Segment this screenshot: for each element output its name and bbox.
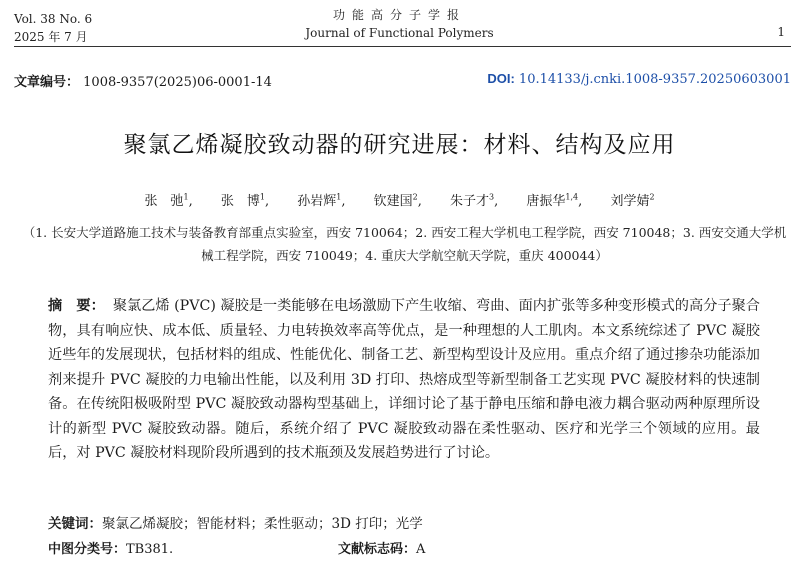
page-number: 1 [777,25,785,39]
classification-label: 中图分类号： [48,542,127,557]
paper-title: 聚氯乙烯凝胶致动器的研究进展：材料、结构及应用 [123,132,676,158]
author: 张 弛$^1$, [144,192,193,209]
author-affiliation-mark: 2 [649,192,655,202]
author: 朱子才$^3$, [450,192,499,209]
document-code [338,538,425,557]
author: 刘学婧$^2$ [610,192,655,209]
document-code-value: A [416,542,426,557]
keywords-text: 聚氯乙烯凝胶；智能材料；柔性驱动；3D 打印；光学 [102,516,423,532]
author: 孙岩辉$^1$, [297,192,346,209]
journal-name-cn: 功能高分子学报 [332,8,466,22]
abstract-label: 摘 要： [48,298,105,314]
volume-number: Vol. 38 No. 6 [14,12,93,26]
author-affiliation-mark: 2 [412,192,418,202]
document-code-label: 文献标志码： [338,542,417,557]
author-affiliation-mark: 3 [489,192,495,202]
journal-name-en: Journal of Functional Polymers [305,26,494,40]
abstract [48,294,760,466]
author-affiliation-mark: 1,4 [565,192,579,202]
article-meta [14,71,791,90]
doi-label: DOI: [487,71,515,86]
author: 唐振华$^{1,4}$, [526,192,583,209]
author-affiliation-mark: 1 [183,192,189,202]
article-number-label: 文章编号： [14,75,80,90]
affiliations: （1. 长安大学道路施工技术与装备教育部重点实验室，西安 710064；2. 西安工程大学机电工程学院，西安 710048；3. 西安交通大学机械工程学院，西安 710049；4. 重庆大学航空航天学院，重庆 400044） [22,225,787,263]
header-divider [14,46,791,47]
author-affiliation-mark: 1 [259,192,265,202]
doi [487,71,791,87]
author-list [0,190,799,209]
author: 钦建国$^2$, [373,192,422,209]
abstract-text: 聚氯乙烯 (PVC) 凝胶是一类能够在电场激励下产生收缩、弯曲、面内扩张等多种变形模式的高分子聚合物，具有响应快、成本低、质量轻、力电转换效率高等优点，是一种理想的人工肌肉。本文系统综述了 PVC 凝胶近些年的发展现状，包括材料的组成、性能优化、制备工艺、新型构型设计及应用。重点介绍了通过掺杂功能添加剂来提升 PVC 凝胶的力电输出性能，以及利用 3D 打印、热熔成型等新型制备工艺实现 PVC 凝胶材料的快速制备。在传统阳极吸附型 PVC 凝胶致动器构型基础上，详细讨论了基于静电压缩和静电液力耦合驱动两种原理所设计的新型 PVC 凝胶致动器。随后，系统介绍了 PVC 凝胶致动器在柔性驱动、医疗和光学三个领域的应用。最后，对 PVC 凝胶材料现阶段所遇到的技术瓶颈及发展趋势进行了讨论。 [48,298,760,461]
article-number: 1008-9357(2025)06-0001-14 [83,75,272,90]
journal-name [0,6,799,42]
doi-link[interactable]: 10.14133/j.cnki.1008-9357.20250603001 [518,72,791,87]
classification-value: TB381. [126,542,174,557]
classification-number [48,538,173,557]
author-affiliation-mark: 1 [336,192,342,202]
issue-date: 2025 年 7 月 [14,30,88,44]
keywords [48,512,423,532]
keywords-label: 关键词： [48,516,102,532]
author: 张 博$^1$, [220,192,270,209]
